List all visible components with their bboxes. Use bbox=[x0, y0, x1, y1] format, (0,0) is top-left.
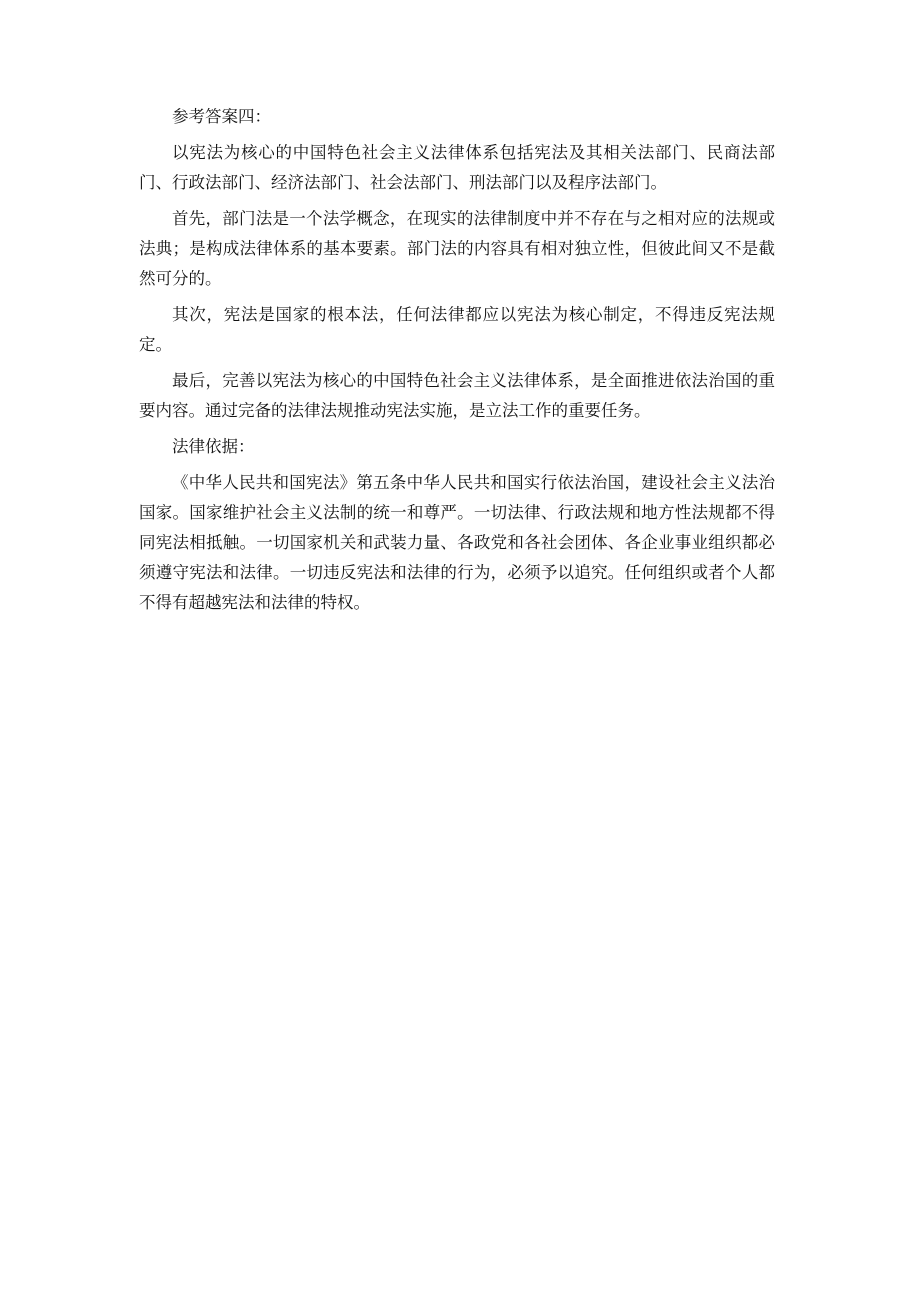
section-heading-legal-basis: 法律依据： bbox=[172, 437, 255, 456]
section-heading-answer: 参考答案四： bbox=[172, 107, 271, 126]
paragraph-second: 其次，宪法是国家的根本法，任何法律都应以宪法为核心制定，不得违反宪法规定。 bbox=[139, 305, 775, 354]
paragraph-finally: 最后，完善以宪法为核心的中国特色社会主义法律体系，是全面推进依法治国的重要内容。通过完备的法律法规推动宪法实施，是立法工作的重要任务。 bbox=[139, 371, 775, 420]
paragraph-constitution-article: 《中华人民共和国宪法》第五条中华人民共和国实行依法治国，建设社会主义法治国家。国家维护社会主义法制的统一和尊严。一切法律、行政法规和地方性法规都不得同宪法相抵触。一切国家机关和武装力量、各政党和各社会团体、各企业事业组织都必须遵守宪法和法律。一切违反宪法和法律的行为，必须予以追究。任何组织或者个人都不得有超越宪法和法律的特权。 bbox=[139, 473, 775, 612]
document-body bbox=[139, 102, 775, 624]
paragraph-legal-system: 以宪法为核心的中国特色社会主义法律体系包括宪法及其相关法部门、民商法部门、行政法部门、经济法部门、社会法部门、刑法部门以及程序法部门。 bbox=[139, 143, 775, 192]
paragraph-first: 首先，部门法是一个法学概念，在现实的法律制度中并不存在与之相对应的法规或法典；是构成法律体系的基本要素。部门法的内容具有相对独立性，但彼此间又不是截然可分的。 bbox=[139, 209, 775, 288]
